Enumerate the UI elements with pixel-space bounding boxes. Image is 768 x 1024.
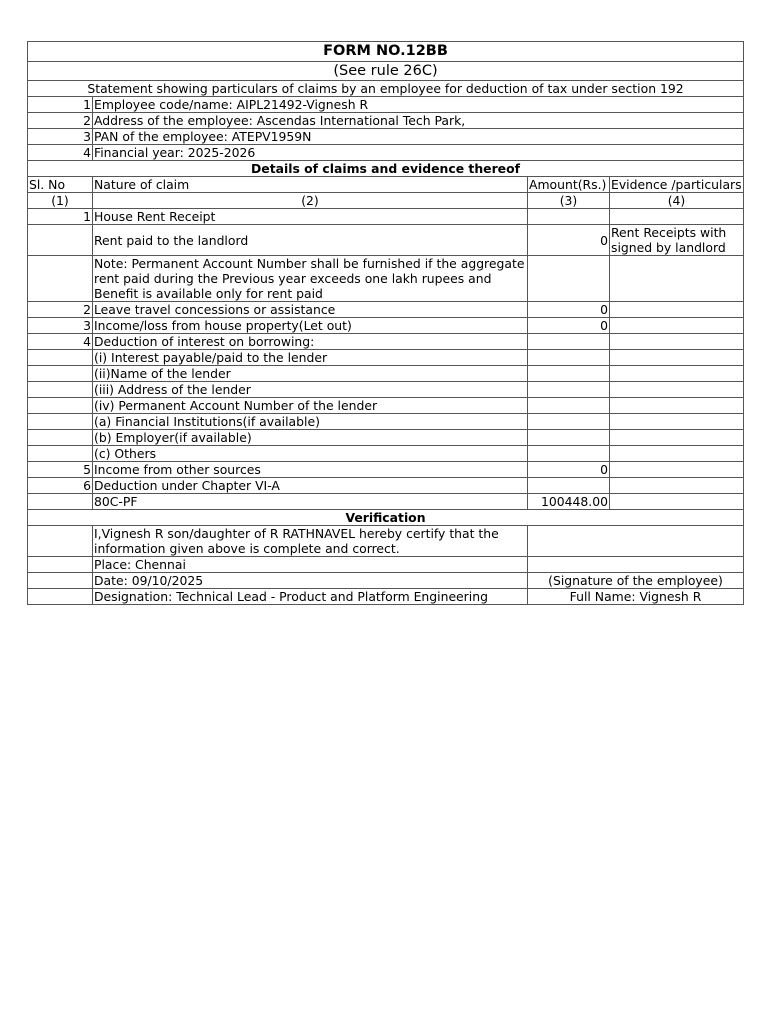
claim-no: 1 [28, 209, 93, 225]
interest-sub-row [28, 446, 744, 462]
verification-statement: I,Vignesh R son/daughter of R RATHNAVEL hereby certify that the information given above is complete and correct. [93, 526, 528, 557]
claim-amount: 0 [528, 462, 610, 478]
signature-label: (Signature of the employee) [528, 573, 744, 589]
claim-row [28, 334, 744, 350]
claim-row [28, 462, 744, 478]
interest-sub-label: (ii)Name of the lender [93, 366, 528, 382]
col-number: (3) [528, 193, 610, 209]
claim-evidence [610, 334, 744, 350]
claim-evidence [610, 209, 744, 225]
employee-address: Address of the employee: Ascendas International Tech Park, [93, 113, 744, 129]
claim-evidence [610, 302, 744, 318]
interest-sub-label: (i) Interest payable/paid to the lender [93, 350, 528, 366]
claim-label: Income from other sources [93, 462, 528, 478]
claim-label: Deduction under Chapter VI-A [93, 478, 528, 494]
claim-label: Rent paid to the landlord [93, 225, 528, 256]
col-number: (1) [28, 193, 93, 209]
interest-sub-label: (iii) Address of the lender [93, 382, 528, 398]
claim-label: Income/loss from house property(Let out) [93, 318, 528, 334]
interest-sub-row [28, 398, 744, 414]
interest-sub-row [28, 414, 744, 430]
verification-date: Date: 09/10/2025 [93, 573, 528, 589]
claim-row [28, 318, 744, 334]
claim-amount [528, 334, 610, 350]
form-12bb-table [27, 41, 744, 605]
interest-sub-row [28, 382, 744, 398]
claim-label: Deduction of interest on borrowing: [93, 334, 528, 350]
claim-no: 4 [28, 334, 93, 350]
claim-label: House Rent Receipt [93, 209, 528, 225]
claim-evidence [610, 478, 744, 494]
column-header-row [28, 177, 744, 193]
col-header-amount: Amount(Rs.) [528, 177, 610, 193]
interest-sub-label: (a) Financial Institutions(if available) [93, 414, 528, 430]
info-no: 3 [28, 129, 93, 145]
interest-sub-label: (iv) Permanent Account Number of the lender [93, 398, 528, 414]
interest-sub-row [28, 366, 744, 382]
employee-code-name: Employee code/name: AIPL21492-Vignesh R [93, 97, 744, 113]
interest-sub-row [28, 350, 744, 366]
financial-year: Financial year: 2025-2026 [93, 145, 744, 161]
pf-amount: 100448.00 [528, 494, 610, 510]
info-row [28, 113, 744, 129]
claim-amount [528, 478, 610, 494]
claim-evidence: Rent Receipts with signed by landlord [610, 225, 744, 256]
interest-sub-row [28, 430, 744, 446]
form-subtitle: (See rule 26C) [28, 62, 744, 81]
claim-no: 2 [28, 302, 93, 318]
verification-row [28, 557, 744, 573]
form-title: FORM NO.12BB [28, 42, 744, 62]
claim-label: 80C-PF [93, 494, 528, 510]
col-header-evidence: Evidence /particulars [611, 177, 742, 192]
full-name: Full Name: Vignesh R [528, 589, 744, 605]
verification-heading: Verification [28, 510, 744, 526]
info-row [28, 97, 744, 113]
claim-evidence [610, 318, 744, 334]
claim-amount [528, 209, 610, 225]
column-number-row [28, 193, 744, 209]
claim-no [28, 225, 93, 256]
col-number: (4) [610, 193, 744, 209]
claim-row [28, 302, 744, 318]
claim-row [28, 225, 744, 256]
details-heading: Details of claims and evidence thereof [28, 161, 744, 177]
claim-evidence [610, 256, 744, 302]
col-header-sl: Sl. No [28, 177, 93, 193]
info-no: 2 [28, 113, 93, 129]
interest-sub-label: (b) Employer(if available) [93, 430, 528, 446]
claim-no: 5 [28, 462, 93, 478]
verification-row [28, 589, 744, 605]
statement-text: Statement showing particulars of claims by an employee for deduction of tax under section 192 [28, 81, 744, 97]
info-no: 4 [28, 145, 93, 161]
claim-evidence [610, 494, 744, 510]
note-row [28, 256, 744, 302]
claim-label: Leave travel concessions or assistance [93, 302, 528, 318]
claim-no: 3 [28, 318, 93, 334]
verification-place: Place: Chennai [93, 557, 528, 573]
claim-amount: 0 [528, 225, 610, 256]
verification-row [28, 573, 744, 589]
claim-no: 6 [28, 478, 93, 494]
claim-row [28, 209, 744, 225]
claim-amount [528, 256, 610, 302]
verification-designation: Designation: Technical Lead - Product and Platform Engineering [93, 589, 528, 605]
interest-sub-label: (c) Others [93, 446, 528, 462]
info-row [28, 129, 744, 145]
claim-row [28, 494, 744, 510]
claim-no [28, 256, 93, 302]
info-row [28, 145, 744, 161]
col-number: (2) [93, 193, 528, 209]
claim-amount: 0 [528, 302, 610, 318]
rent-note: Note: Permanent Account Number shall be furnished if the aggregate rent paid during the Previous year exceeds one lakh rupees and Benefit is available only for rent paid [93, 256, 528, 302]
claim-evidence [610, 462, 744, 478]
claim-row [28, 478, 744, 494]
claim-amount: 0 [528, 318, 610, 334]
col-header-nature: Nature of claim [93, 177, 528, 193]
verification-row [28, 526, 744, 557]
employee-pan: PAN of the employee: ATEPV1959N [93, 129, 744, 145]
info-no: 1 [28, 97, 93, 113]
